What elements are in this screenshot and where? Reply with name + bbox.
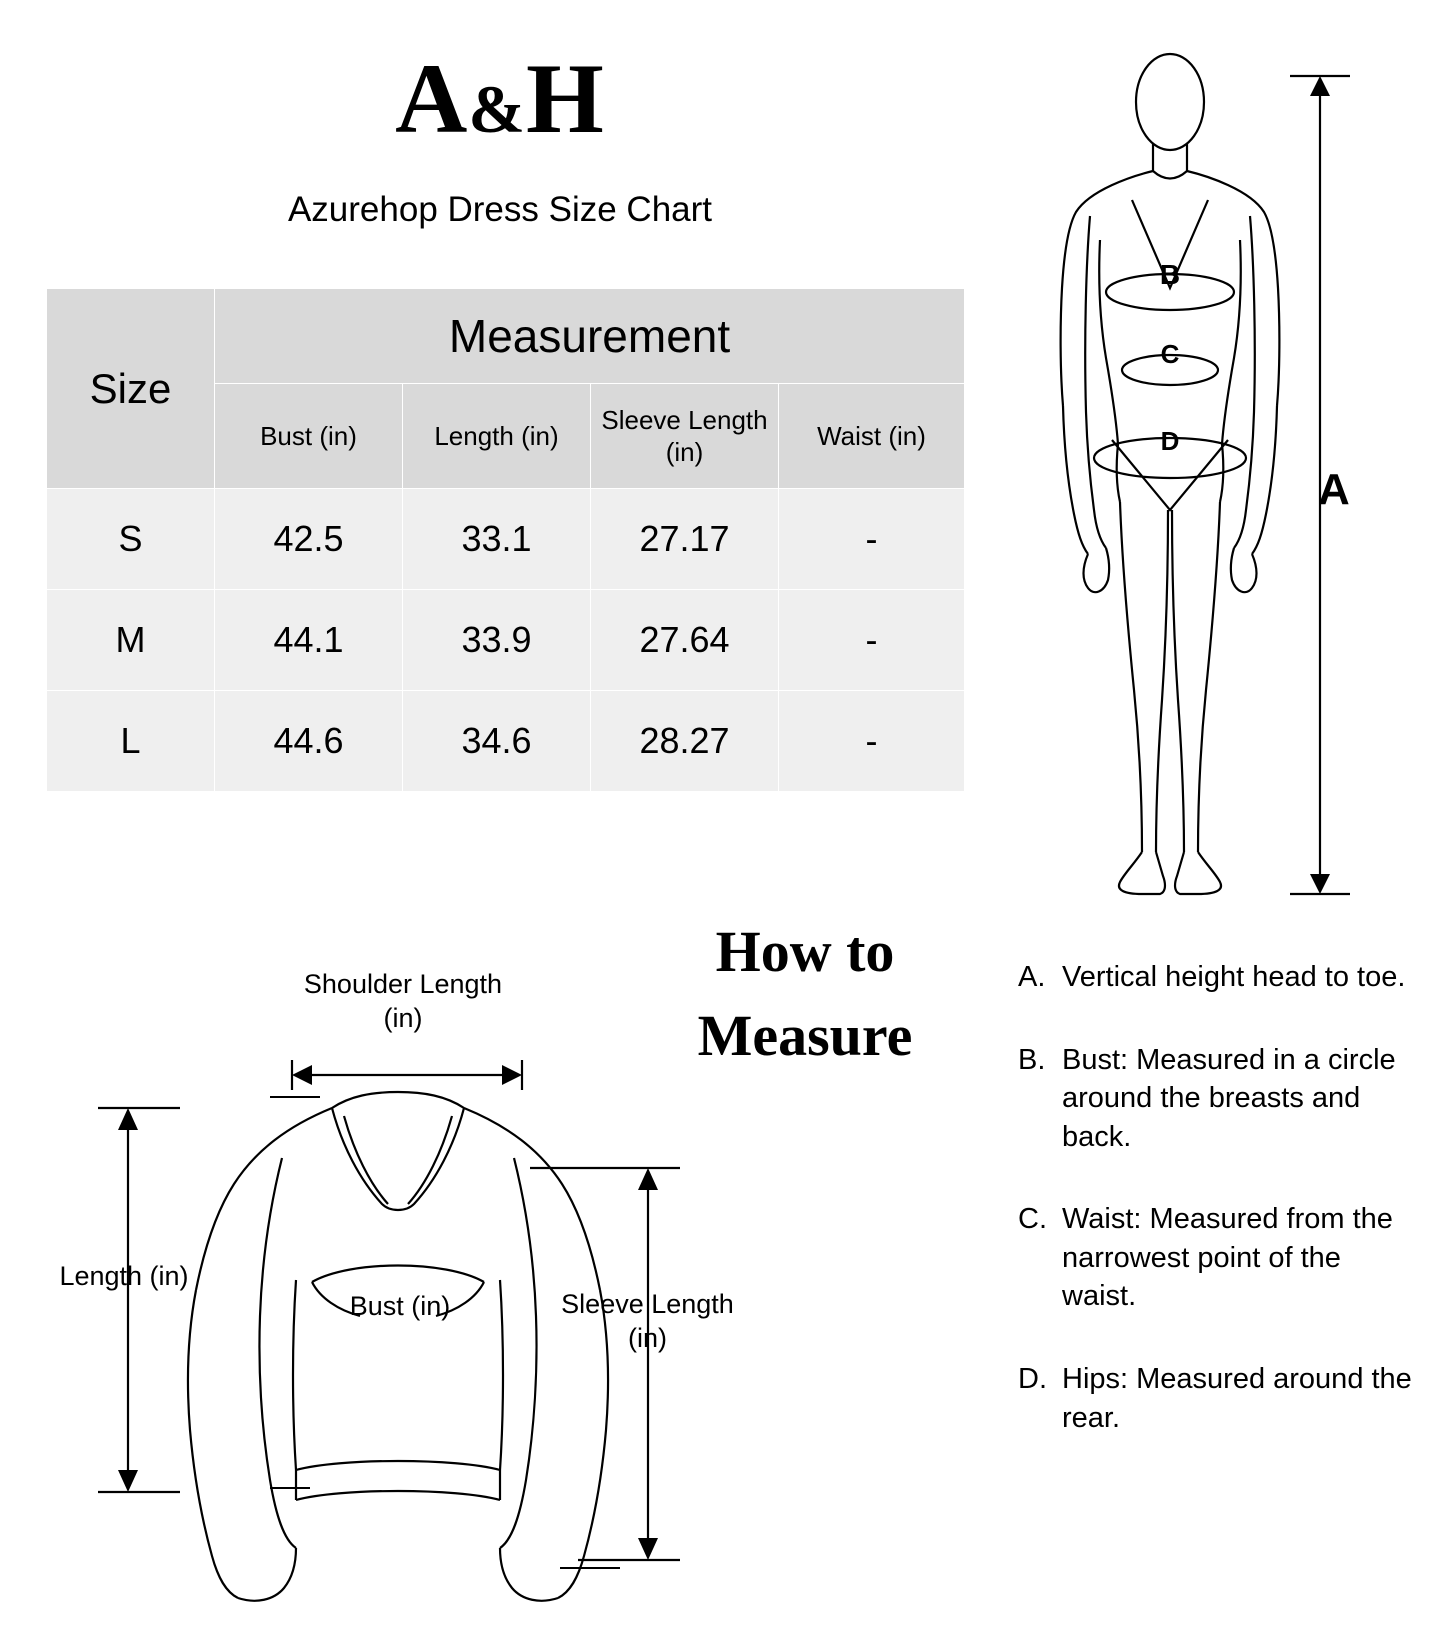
cell-size: S xyxy=(47,489,215,590)
brand-logo xyxy=(40,43,960,154)
label-shoulder-length: Shoulder Length (in) xyxy=(303,969,503,1033)
table-header-bust: Bust (in) xyxy=(215,384,403,489)
cell-sleeve: 28.27 xyxy=(591,691,779,792)
figure-label-A: A xyxy=(1318,465,1350,514)
measurement-legend xyxy=(1018,958,1418,1481)
cell-length: 33.9 xyxy=(403,590,591,691)
table-header-sleeve-length: Sleeve Length (in) xyxy=(591,384,779,489)
cell-waist: - xyxy=(779,691,965,792)
garment-diagram xyxy=(20,960,740,1620)
label-length: Length (in) xyxy=(59,1261,189,1291)
table-header-waist: Waist (in) xyxy=(779,384,965,489)
svg-text:B: B xyxy=(1159,259,1181,290)
table-header-measurement: Measurement xyxy=(215,289,965,384)
table-header-size: Size xyxy=(47,289,215,489)
cell-waist: - xyxy=(779,489,965,590)
legend-text-c: Waist: Measured from the narrowest point of the waist. xyxy=(1062,1203,1393,1313)
brand-ampersand: & xyxy=(468,71,527,147)
size-chart-table xyxy=(46,288,965,792)
list-item xyxy=(1018,1360,1418,1437)
cell-size: M xyxy=(47,590,215,691)
label-sleeve-length: Sleeve Length (in) xyxy=(561,1289,734,1353)
brand-name-right: H xyxy=(526,43,605,154)
cell-length: 34.6 xyxy=(403,691,591,792)
cell-waist: - xyxy=(779,590,965,691)
table-header-length: Length (in) xyxy=(403,384,591,489)
label-bust: Bust (in) xyxy=(349,1291,451,1321)
brand-name-left: A xyxy=(395,43,469,154)
cell-sleeve: 27.64 xyxy=(591,590,779,691)
legend-text-a: Vertical height head to toe. xyxy=(1062,961,1406,993)
cell-sleeve: 27.17 xyxy=(591,489,779,590)
svg-text:D: D xyxy=(1160,426,1180,456)
cell-size: L xyxy=(47,691,215,792)
table-row xyxy=(47,590,965,691)
page-title: Azurehop Dress Size Chart xyxy=(287,190,713,229)
legend-key-d: D. xyxy=(1018,1362,1047,1395)
cell-bust: 44.1 xyxy=(215,590,403,691)
legend-text-b: Bust: Measured in a circle around the breasts and back. xyxy=(1062,1043,1396,1153)
cell-length: 33.1 xyxy=(403,489,591,590)
mannequin-figure xyxy=(1020,40,1400,920)
list-item xyxy=(1018,1200,1418,1316)
table-row xyxy=(47,691,965,792)
how-to-measure-line1: How to xyxy=(715,919,895,984)
cell-bust: 44.6 xyxy=(215,691,403,792)
list-item xyxy=(1018,1041,1418,1157)
table-row xyxy=(47,489,965,590)
cell-bust: 42.5 xyxy=(215,489,403,590)
list-item xyxy=(1018,958,1418,997)
legend-text-d: Hips: Measured around the rear. xyxy=(1062,1362,1412,1434)
svg-text:C: C xyxy=(1160,339,1180,369)
legend-key-b: B. xyxy=(1018,1043,1046,1076)
legend-key-c: C. xyxy=(1018,1203,1047,1236)
legend-key-a: A. xyxy=(1018,961,1046,993)
how-to-measure-line2: Measure xyxy=(697,1003,913,1069)
